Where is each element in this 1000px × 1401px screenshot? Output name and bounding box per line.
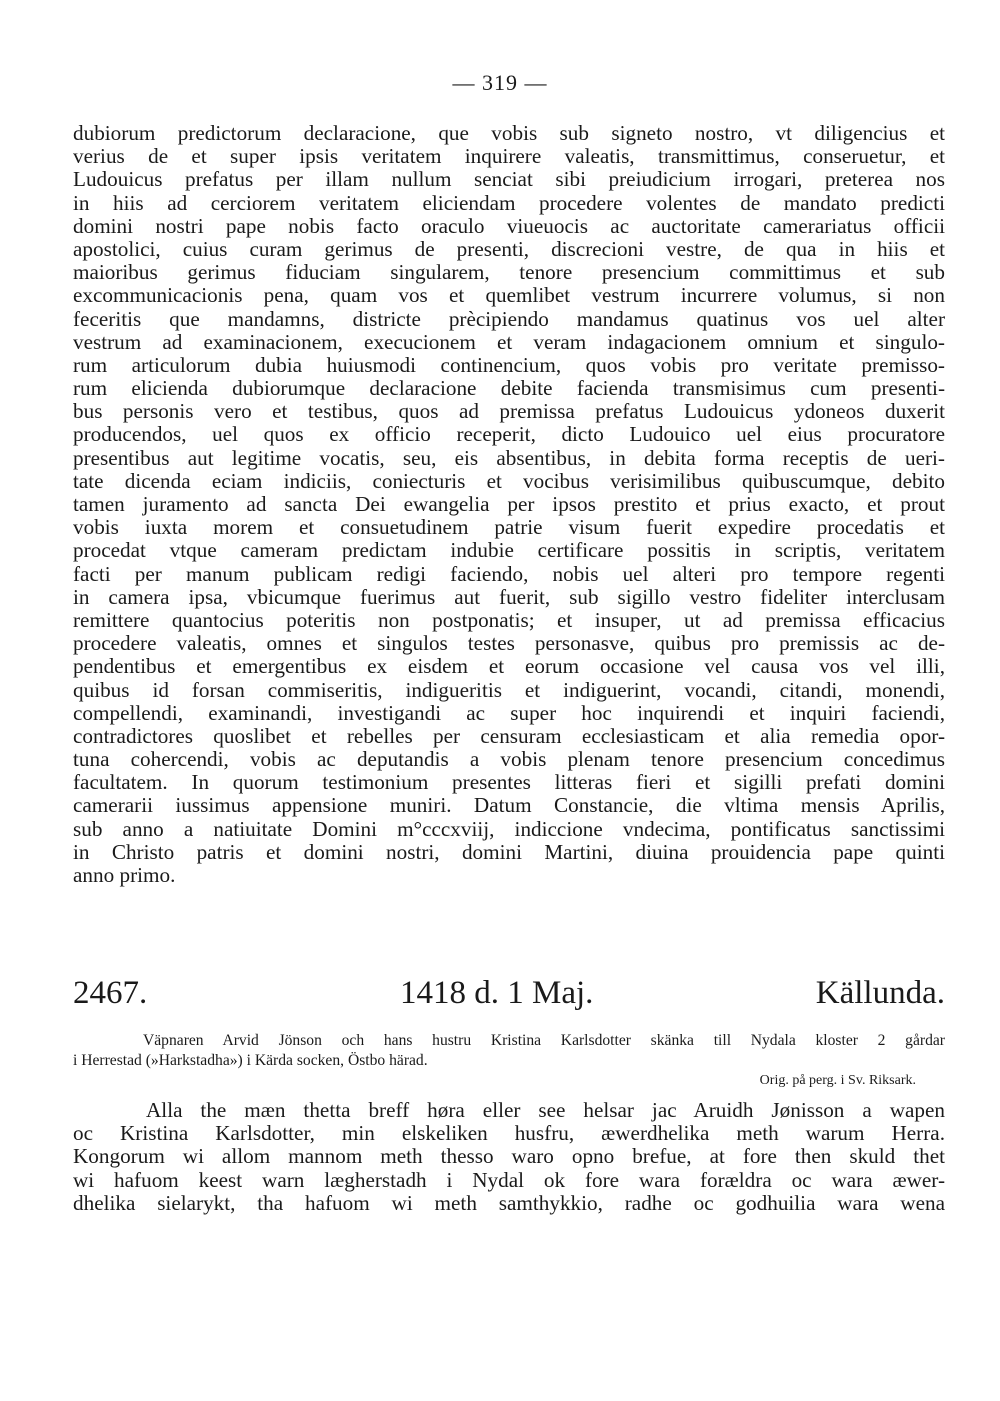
body-line: feceritis que mandamns, districte prècipiendo mandamus quatinus vos uel alter (73, 306, 945, 331)
body-line: in Christo patris et domini nostri, domini Martini, diuina prouidencia pape quinti (73, 839, 945, 864)
body-line: sub anno a natiuitate Domini m°cccxviij, indiccione vndecima, pontificatus sanctissimi (73, 816, 945, 841)
body-line: remittere quantocius poteritis non postponatis; et insuper, ut ad premissa efficacius (73, 607, 945, 632)
body-line: producendos, uel quos ex officio receperit, dicto Ludouico uel eius procuratore (73, 422, 945, 447)
body-line: in hiis ad cerciorem veritatem eliciendam procedere volentes de mandato predicti (73, 190, 945, 215)
body-line: Ludouicus prefatus per illam nullum senciat sibi preiudicium irrogari, preterea nos (73, 167, 945, 192)
charter-line: Alla the mæn thetta breff høra eller see helsar jac Aruidh Jønisson a wapen (146, 1098, 945, 1122)
entry-summary (73, 1031, 945, 1071)
body-line: facultatem. In quorum testimonium presentes litteras fieri et sigilli prefati domini (73, 770, 945, 795)
body-line: anno primo. (73, 863, 176, 887)
body-line: tuna cohercendi, vobis ac deputandis a vobis plenam tenore presencium concedimus (73, 747, 945, 772)
body-line: procedere valeatis, omnes et singulos testes personasve, quibus pro premissis ac de- (73, 631, 945, 656)
body-line: compellendi, examinandi, investigandi ac super hoc inquirendi et inquiri faciendi, (73, 700, 945, 725)
body-line: excommunicacionis pena, quam vos et quemlibet vestrum incurrere volumus, si non (73, 283, 945, 308)
summary-line: i Herrestad (»Harkstadha») i Kärda socken, Östbo härad. (73, 1052, 428, 1069)
charter-line: Kongorum wi allom mannom meth thesso waro opno brefue, at fore then skuld thet (73, 1144, 945, 1169)
body-line: verius de et super ipsis veritatem inquirere valeatis, transmittimus, conseruetur, et (73, 144, 945, 169)
body-line: procedat vtque cameram predictam indubie certificare possitis in scriptis, veritatem (73, 538, 945, 563)
body-line: facti per manum publicam redigi faciendo, nobis uel alteri pro tempore regenti (73, 561, 945, 586)
entry-heading (73, 973, 945, 1013)
page-number: — 319 — (452, 70, 548, 95)
body-line: dubiorum predictorum declaracione, que vobis sub signeto nostro, vt diligencius et (73, 121, 945, 145)
body-line: vestrum ad examinacionem, execucionem et veram indagacionem omnium et singulo- (73, 329, 945, 354)
charter-text (73, 1099, 945, 1215)
charter-line: oc Kristina Karlsdotter, min elskeliken husfru, æwerdhelika meth warum Herra. (73, 1121, 945, 1146)
entry-date: 1418 d. 1 Maj. (400, 975, 594, 1011)
body-line: rum elicienda dubiorumque declaracione debite facienda transmisimus cum presenti- (73, 376, 945, 401)
body-line: tate dicenda eciam indiciis, coniecturis et vocibus verisimilibus quibuscumque, debito (73, 468, 945, 493)
body-line: rum articulorum dubia huiusmodi continencium, quos vobis pro veritate premisso- (73, 352, 945, 377)
body-line: vobis iuxta morem et consuetudinem patrie visum fuerit expedire procedatis et (73, 515, 945, 540)
body-line: maioribus gerimus fiduciam singularem, tenore presencium committimus et sub (73, 260, 945, 285)
body-line: contradictores quoslibet et rebelles per censuram ecclesiasticam et alia remedia opor- (73, 723, 945, 748)
entry-place: Källunda. (815, 975, 945, 1011)
body-line: bus personis vero et testibus, quos ad premissa prefatus Ludouicus ydoneos duxerit (73, 399, 945, 424)
body-line: tamen juramento ad sancta Dei ewangelia per ipsos prestito et prius exacto, et prout (73, 492, 945, 516)
latin-body-text (73, 122, 945, 887)
body-line: pendentibus et emergentibus ex eisdem et eorum occasione vel causa vos vel illi, (73, 654, 945, 679)
body-line: camerarii iussimus appensione muniri. Datum Constancie, die vltima mensis Aprilis, (73, 793, 945, 818)
source-note: Orig. på perg. i Sv. Riksark. (759, 1073, 916, 1088)
body-line: apostolici, cuius curam gerimus de presenti, discrecioni vestre, de qua in hiis et (73, 236, 945, 261)
body-line: domini nostri pape nobis facto oraculo viueuocis ac auctoritate camerariatus officii (73, 213, 945, 238)
body-line: in camera ipsa, vbicumque fuerimus aut fuerit, sub sigillo vestro fideliter interclusam (73, 584, 945, 609)
charter-line: wi hafuom keest warn lægherstadh i Nydal ok fore wara forældra oc wara æwer- (73, 1167, 945, 1192)
body-line: presentibus aut legitime vocatis, seu, eis absentibus, in debita forma receptis de ueri- (73, 445, 945, 470)
entry-number: 2467. (73, 975, 148, 1011)
summary-line: Väpnaren Arvid Jönson och hans hustru Kristina Karlsdotter skänka till Nydala kloster 2 gårdar (143, 1032, 945, 1049)
body-line: quibus id forsan commiseritis, indigueritis et indiguerint, vocandi, citandi, monendi, (73, 677, 945, 702)
charter-line: dhelika sielarykt, tha hafuom wi meth samthykkio, radhe oc godhuilia wara wena (73, 1190, 945, 1215)
